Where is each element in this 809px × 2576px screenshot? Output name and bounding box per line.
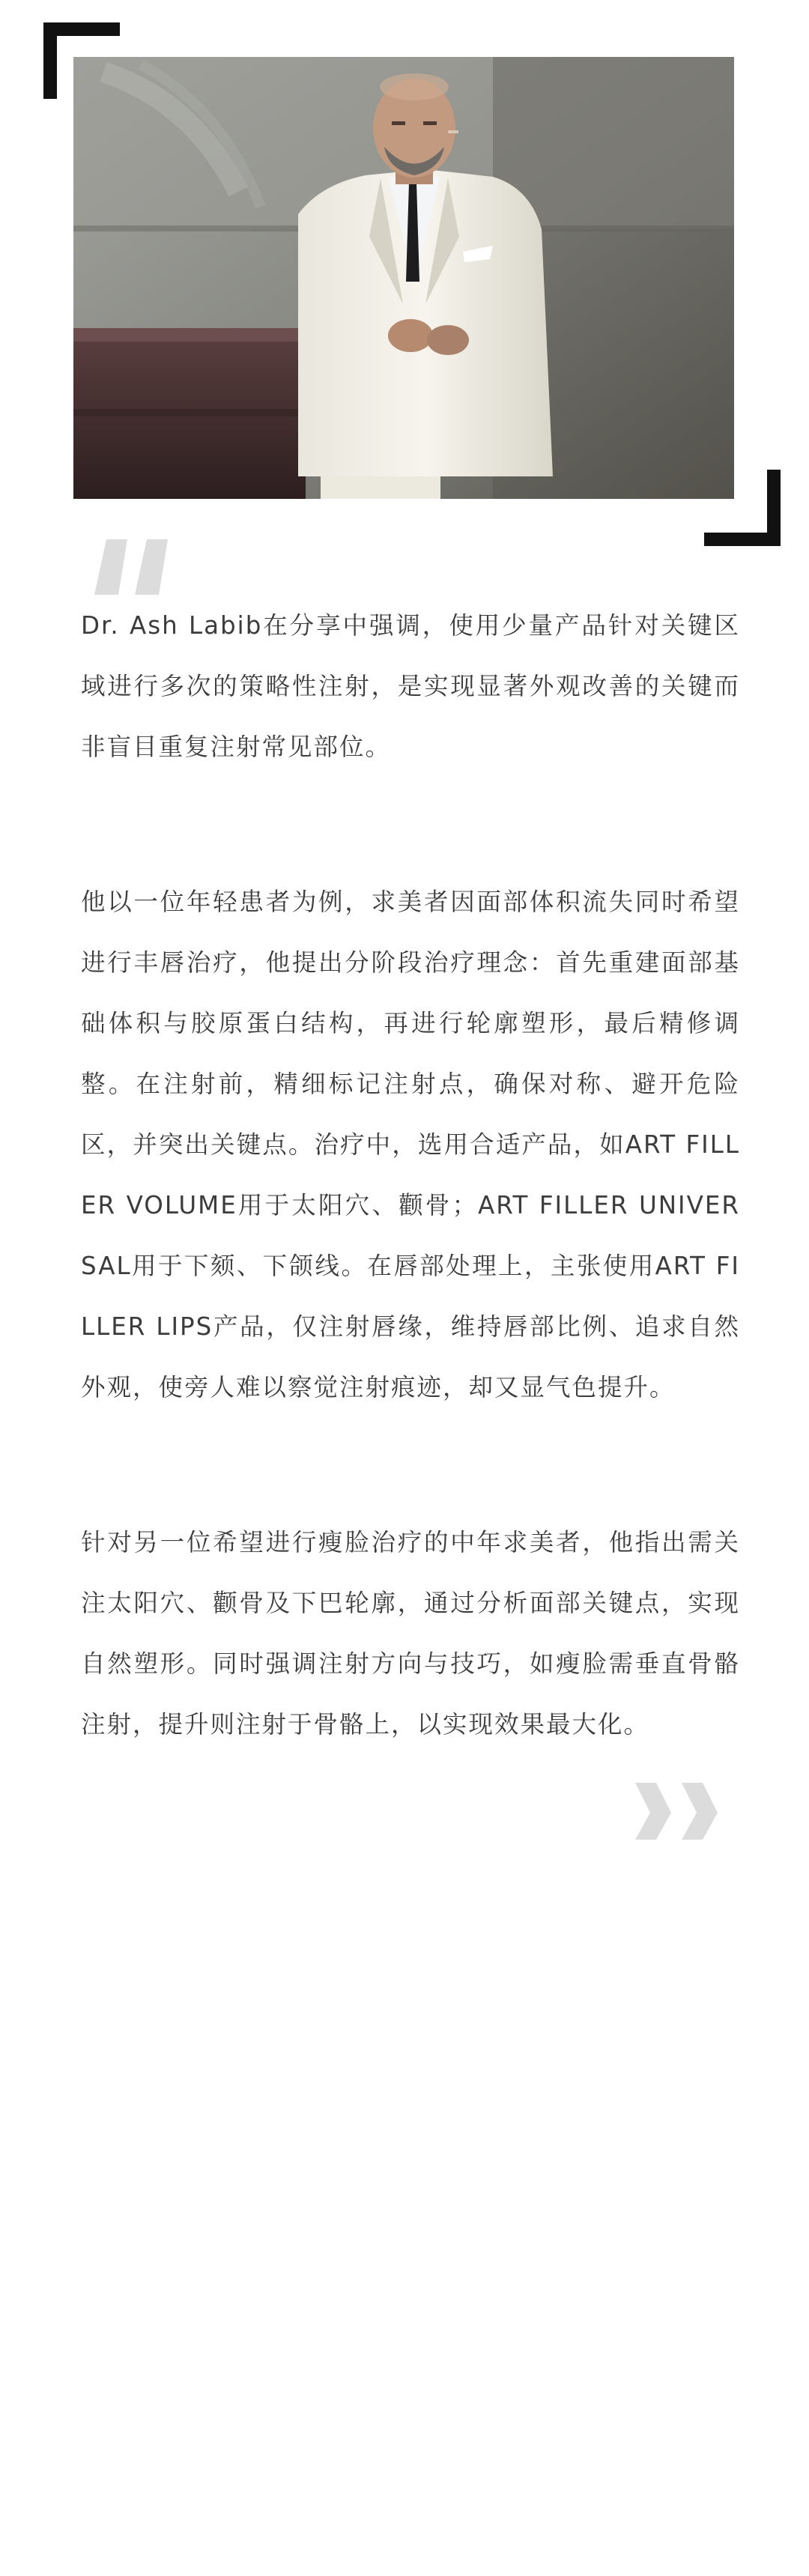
article-body	[81, 595, 740, 1755]
speaker-photo	[73, 57, 734, 499]
speaker-photo-illustration	[73, 57, 734, 499]
paragraph-2: 他以一位年轻患者为例，求美者因面部体积流失同时希望进行丰唇治疗，他提出分阶段治疗理念：首先重建面部基础体积与胶原蛋白结构，再进行轮廓塑形，最后精修调整。在注射前，精细标记注射点，确保对称、避开危险区，并突出关键点。治疗中，选用合适产品，如ART FILLER VOLUME用于太阳穴、颧骨；ART FILLER UNIVERSAL用于下颏、下颌线。在唇部处理上，主张使用ART FILLER LIPS产品，仅注射唇缘，维持唇部比例、追求自然外观，使旁人难以察觉注射痕迹，却又显气色提升。	[81, 888, 740, 1401]
paragraph-1: Dr. Ash Labib在分享中强调，使用少量产品针对关键区域进行多次的策略性注射，是实现显著外观改善的关键而非盲目重复注射常见部位。	[81, 611, 740, 761]
open-quote-icon	[88, 533, 178, 601]
close-quote-icon	[634, 1778, 724, 1846]
corner-bracket-bottom-right	[704, 470, 781, 546]
paragraph-3: 针对另一位希望进行瘦脸治疗的中年求美者，他指出需关注太阳穴、颧骨及下巴轮廓，通过分析面部关键点，实现自然塑形。同时强调注射方向与技巧，如瘦脸需垂直骨骼注射，提升则注射于骨骼上，以实现效果最大化。	[81, 1528, 740, 1739]
